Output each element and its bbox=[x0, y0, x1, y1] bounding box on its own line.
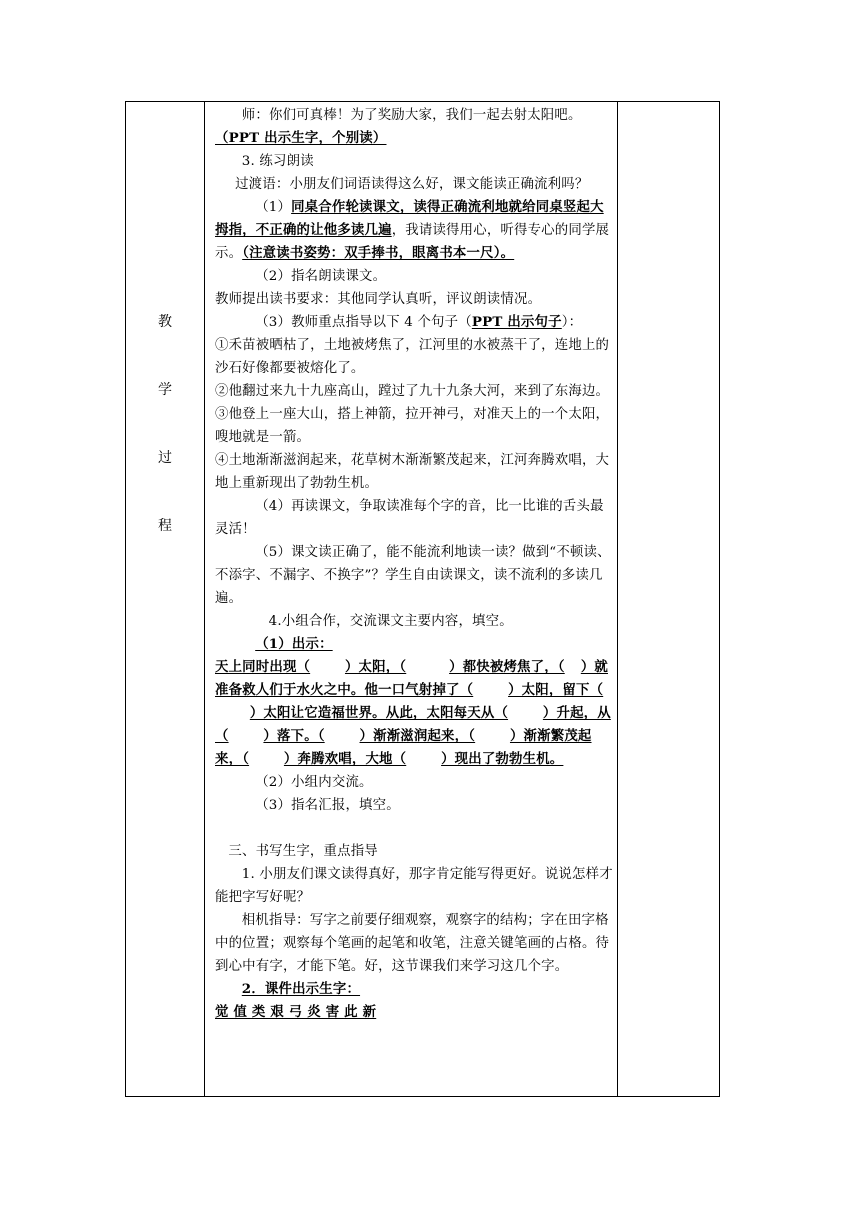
side-label-xue: 学 bbox=[158, 382, 172, 398]
step-1-number: （1） bbox=[255, 200, 292, 215]
writing-guidance: 相机指导：写字之前要仔细观察，观察字的结构；字在田字格中的位置；观察每个笔画的起笔和收笔，注意关键笔画的占格。待到心中有字，才能下笔。好，这节课我们来学习这几个字。 bbox=[215, 913, 610, 974]
fill-text-11: ）奔腾欢唱，大地（ bbox=[283, 751, 407, 767]
step-1 bbox=[215, 196, 613, 265]
fill-text-6: ）太阳让它造福世界。从此，太阳每天从（ bbox=[249, 705, 509, 721]
fill-text-2: ）太阳，（ bbox=[344, 659, 407, 675]
step-4: （4）再读课文，争取读准每个字的音，比一比谁的舌头最灵活！ bbox=[215, 499, 604, 537]
side-label-cheng: 程 bbox=[158, 518, 172, 534]
sentence-2: ②他翻过来九十九座高山，蹚过了九十九条大河，来到了东海边。 bbox=[215, 384, 610, 399]
group-exchange: （2）小组内交流。 bbox=[255, 775, 373, 790]
ppt-note: （PPT 出示生字，个别读） bbox=[215, 130, 387, 146]
step-1-bold: 同桌合作轮读课文，读得正确流利地就给同桌竖起大拇指，不正确的让他多读几遍 bbox=[215, 199, 604, 238]
lesson-content bbox=[215, 104, 613, 1024]
fill-text-10: ）渐渐繁茂起来，（ bbox=[215, 728, 592, 767]
sentence-3: ③他登上一座大山，搭上神箭，拉开神弓，对准天上的一个太阳，嗖地就是一箭。 bbox=[215, 407, 610, 445]
fill-text-1: 天上同时出现（ bbox=[215, 659, 311, 675]
step-2: （2）指名朗读课文。 bbox=[255, 269, 387, 284]
side-label-guo: 过 bbox=[158, 450, 172, 466]
new-characters: 觉 值 类 艰 弓 炎 害 此 新 bbox=[215, 1004, 377, 1020]
section-heading-writing: 三、书写生字，重点指导 bbox=[228, 844, 378, 859]
column-divider-right bbox=[617, 102, 618, 1096]
fill-text-7: ）升起，从（ bbox=[215, 705, 611, 744]
fill-text-4: ）就准备救人们于水火之中。他一口气射掉了（ bbox=[215, 659, 608, 698]
fill-in-blank-passage bbox=[215, 656, 613, 771]
writing-step-2: 2．课件出示生字： bbox=[241, 981, 361, 997]
step-3-text: （3）教师重点指导以下 4 个句子（ bbox=[255, 315, 472, 330]
step-3-ppt: PPT 出示句子 bbox=[471, 314, 562, 330]
fill-text-8: ）落下。（ bbox=[263, 728, 325, 744]
step-5: （5）课文读正确了，能不能流利地读一读？做到“不顿读、不添字、不漏字、不换字”？学生自由读课文，读不流利的多读几遍。 bbox=[215, 545, 611, 606]
fill-text-5: ）太阳，留下（ bbox=[508, 682, 604, 698]
step-3 bbox=[215, 311, 613, 334]
reading-requirement: 教师提出读书要求：其他同学认真听，评议朗读情况。 bbox=[215, 292, 542, 307]
fill-text-3: ）都快被烤焦了，（ bbox=[449, 659, 565, 675]
step-1-note: （注意读书姿势：双手捧书，眼离书本一尺）。 bbox=[242, 245, 515, 261]
step-1-text: ，我请读得用心，听得专心的同学展示。 bbox=[215, 223, 610, 261]
sentence-1: ①禾苗被晒枯了，土地被烤焦了，江河里的水被蒸干了，连地上的沙石好像都要被熔化了。 bbox=[215, 338, 610, 376]
fill-text-9: ）渐渐滋润起来，（ bbox=[359, 728, 476, 744]
group-work-heading: 4.小组合作，交流课文主要内容，填空。 bbox=[268, 614, 513, 629]
column-divider-left bbox=[204, 102, 205, 1096]
step-3-end: ）： bbox=[561, 315, 583, 330]
lesson-table bbox=[125, 101, 720, 1097]
sentence-4: ④土地渐渐滋润起来，花草树木渐渐繁茂起来，江河奔腾欢唱，大地上重新现出了勃勃生机。 bbox=[215, 453, 610, 491]
report-fill: （3）指名汇报，填空。 bbox=[255, 798, 400, 813]
show-label: （1）出示： bbox=[255, 636, 333, 652]
fill-text-12: ）现出了勃勃生机。 bbox=[441, 751, 564, 767]
section-heading-practice: 3. 练习朗读 bbox=[241, 154, 314, 169]
side-label-jiao: 教 bbox=[158, 314, 172, 330]
transition-line: 过渡语：小朋友们词语读得这么好，课文能读正确流利吗？ bbox=[235, 177, 589, 192]
spacer bbox=[215, 817, 613, 840]
teacher-line: 师：你们可真棒！为了奖励大家，我们一起去射太阳吧。 bbox=[241, 108, 582, 123]
writing-step-1: 1. 小朋友们课文读得真好，那字肯定能写得更好。说说怎样才能把字写好呢？ bbox=[215, 867, 613, 905]
